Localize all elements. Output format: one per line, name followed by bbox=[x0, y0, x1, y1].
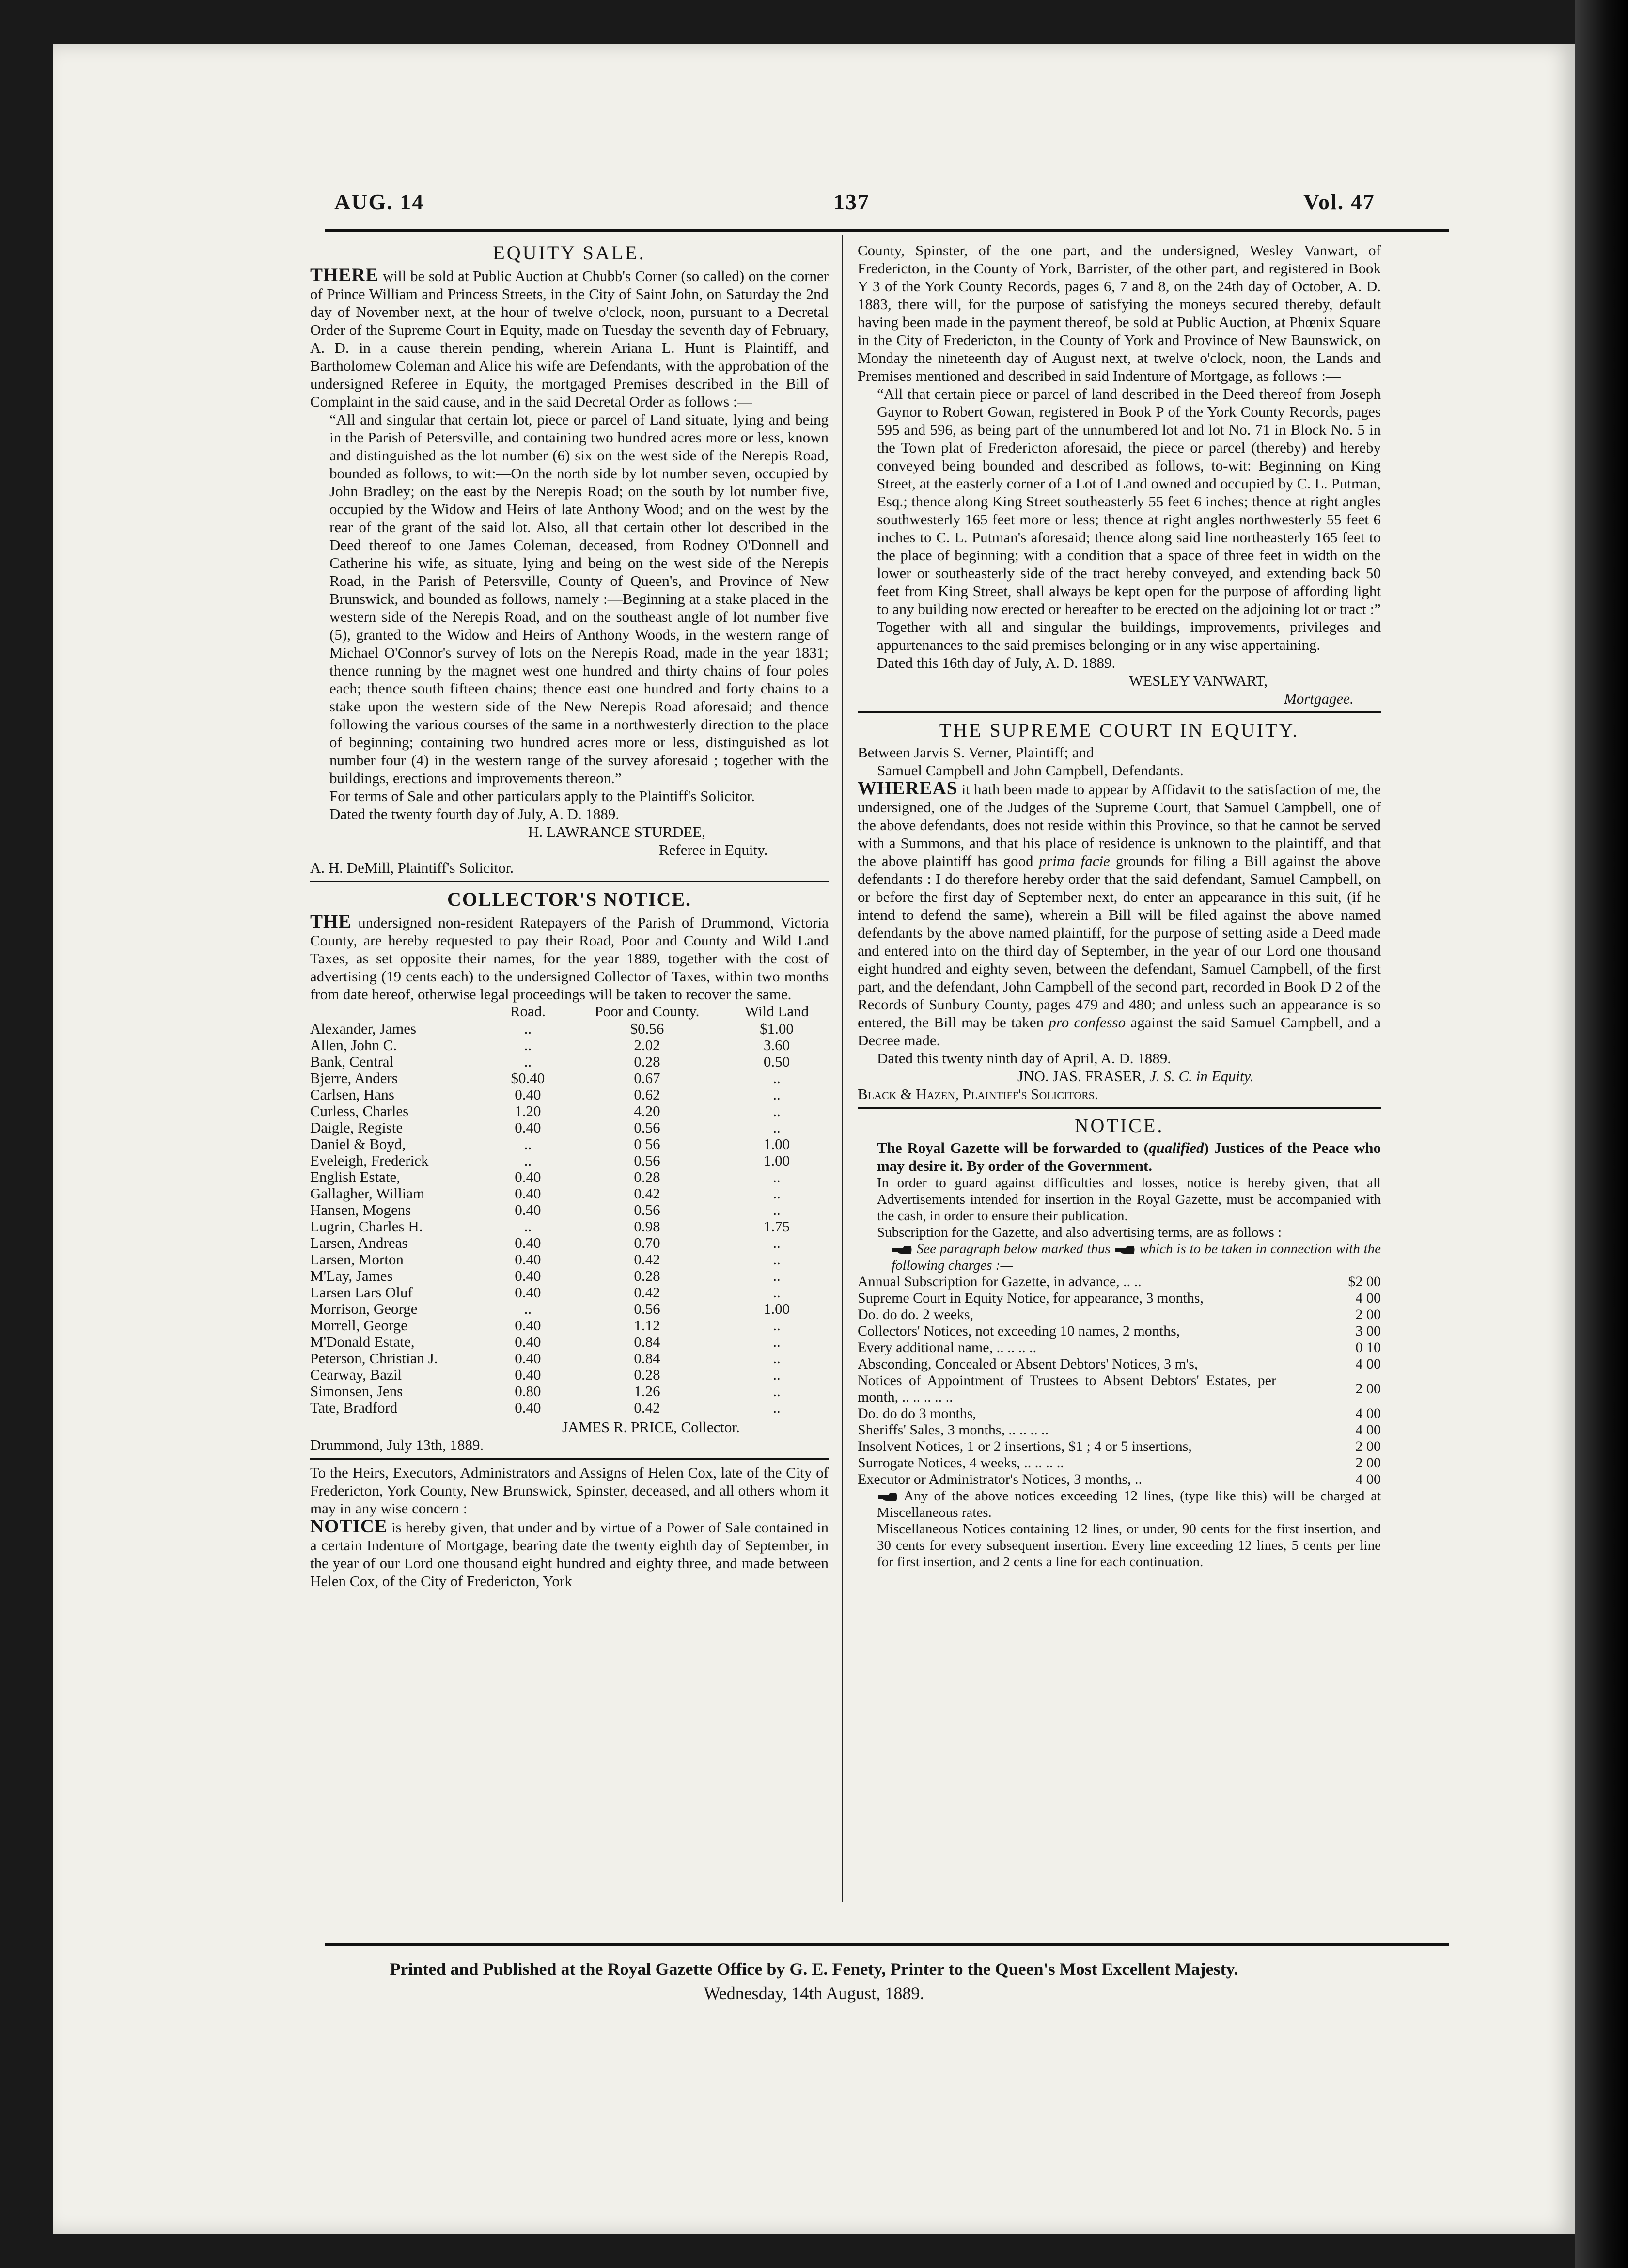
table-row bbox=[310, 1169, 829, 1185]
scan-edge bbox=[1575, 0, 1628, 2268]
mortgage-notice-lead-word: NOTICE bbox=[310, 1516, 388, 1537]
wild-land-tax: .. bbox=[773, 1251, 781, 1268]
mortgage-notice-description: “All that certain piece or parcel of land described in the Deed thereof from Joseph Gaynor to Robert Gowan, registered in Book P of the York County Records, pages 595 and 596, as being part of the unnumbered lot and lot No. 71 in Block No. 5 in the Town plat of Fredericton aforesaid, the piece or parcel (thereby) and hereby conveyed being bounded and described as follows, to-wit: Beginning on King Street, at the easterly corner of a Lot of Land owned and occupied by C. L. Putman, Esq.; thence along King Street southeasterly 55 feet 6 inches; thence at right angles southwesterly 165 feet more or less; thence at right angles northwesterly 55 feet 6 inches to C. L. Putman's aforesaid; thence along said line northeasterly 165 feet to the place of beginning; with a condition that a space of three feet in width on the lower or southeasterly side of the tract hereby conveyed, and extending back 50 feet from King Street, shall always be kept open for the purpose of affording light to any building now erected or hereafter to be erected on the adjoining lot or tract :” Together with all and singular the buildings, improvements, privileges and appurtenances to the said premises belonging or in any wise appertaining. bbox=[877, 385, 1381, 653]
wild-land-tax: .. bbox=[773, 1070, 781, 1087]
poor-county-tax: 0.56 bbox=[634, 1119, 660, 1136]
fee-row bbox=[858, 1438, 1381, 1455]
equity-sale-title: EQUITY SALE. bbox=[493, 242, 646, 264]
ratepayer-name: Curless, Charles bbox=[310, 1102, 409, 1119]
table-row bbox=[310, 1235, 829, 1251]
table-row bbox=[310, 1037, 829, 1054]
table-row bbox=[310, 1317, 829, 1334]
collectors-notice bbox=[310, 886, 829, 1454]
plaintiff-solicitor: A. H. DeMill, Plaintiff's Solicitor. bbox=[310, 859, 514, 876]
road-tax: 0.80 bbox=[515, 1383, 541, 1400]
gazette-notice-terms-intro: Subscription for the Gazette, and also advertising terms, are as follows : bbox=[877, 1225, 1282, 1240]
ratepayer-name: Daigle, Registe bbox=[310, 1119, 403, 1136]
ratepayer-name: Eveleigh, Frederick bbox=[310, 1152, 429, 1169]
table-row bbox=[310, 1400, 829, 1416]
supreme-court-body-part-2: grounds for filing a Bill against the above defendants : I do therefore hereby order that the said defendant, Samuel Campbell, on or before the first day of September next, do enter an appearance in this suit, (if he intend to defend the same), wherein a Bill will be filed against the above named defendants by the above named plaintiff, for the purpose of setting aside a Deed made and entered into on the third day of September, in the year of our Lord one thousand eight hundred and eighty seven, between the defendant, Samuel Campbell, of the first part, and the defendant, John Campbell of the second part, recorded in Book D 2 of the Records of Sunbury County, pages 479 and 480; and unless such an appearance is so entered, the Bill may be taken bbox=[858, 852, 1381, 1031]
section-divider bbox=[858, 711, 1381, 713]
ratepayer-name: Daniel & Boyd, bbox=[310, 1135, 406, 1152]
ratepayer-name: M'Lay, James bbox=[310, 1267, 393, 1284]
wild-land-tax: 1.00 bbox=[763, 1300, 790, 1317]
judge-signature bbox=[858, 1067, 1381, 1085]
volume-number: Vol. 47 bbox=[1303, 189, 1375, 214]
fee-row bbox=[858, 1323, 1381, 1339]
column-divider bbox=[842, 235, 843, 1902]
fee-label: Executor or Administrator's Notices, 3 months, .. bbox=[858, 1471, 1142, 1487]
section-divider bbox=[310, 881, 829, 882]
right-column bbox=[858, 241, 1381, 1570]
supreme-court-solicitors: Black & Hazen, Plaintiff's Solicitors. bbox=[858, 1086, 1098, 1102]
poor-county-tax: 0.98 bbox=[634, 1218, 660, 1235]
column-header-wild-land: Wild Land bbox=[744, 1003, 809, 1020]
fee-row bbox=[858, 1372, 1381, 1405]
poor-county-tax: 2.02 bbox=[634, 1037, 660, 1054]
fee-row bbox=[858, 1471, 1381, 1488]
table-row bbox=[310, 1367, 829, 1383]
poor-county-tax: 0.28 bbox=[634, 1053, 660, 1070]
road-tax: .. bbox=[524, 1152, 532, 1169]
wild-land-tax: .. bbox=[773, 1350, 781, 1367]
fee-amount: 4 00 bbox=[1355, 1471, 1381, 1487]
supreme-court-body-part-1: it hath been made to appear by Affidavit to the satisfaction of me, the undersigned, one of the Judges of the Supreme Court, that Samuel Campbell, one of the above defendants, does not reside within this Province, so that he cannot be served with a Summons, and that his place of residence is unknown to the plaintiff, and that the above plaintiff has good bbox=[858, 781, 1381, 869]
fee-label: Annual Subscription for Gazette, in advance, .. .. bbox=[858, 1274, 1142, 1290]
table-row bbox=[310, 1301, 829, 1317]
poor-county-tax: 0.84 bbox=[634, 1350, 660, 1367]
mortgagee-name: WESLEY VANWART, bbox=[1129, 672, 1268, 689]
ratepayer-name: Bjerre, Anders bbox=[310, 1070, 398, 1087]
pointing-hand-icon bbox=[877, 1491, 898, 1503]
gazette-notice-title: NOTICE. bbox=[1074, 1115, 1164, 1136]
road-tax: $0.40 bbox=[511, 1070, 545, 1087]
fee-label: Insolvent Notices, 1 or 2 insertions, $1 ; 4 or 5 insertions, bbox=[858, 1438, 1192, 1454]
poor-county-tax: 0.42 bbox=[634, 1284, 660, 1301]
table-row bbox=[310, 1251, 829, 1268]
supreme-court-lead-word: WHEREAS bbox=[858, 778, 958, 799]
equity-sale-terms: For terms of Sale and other particulars apply to the Plaintiff's Solicitor. bbox=[329, 788, 755, 804]
fee-amount: 3 00 bbox=[1355, 1323, 1381, 1339]
equity-sale-description: “All and singular that certain lot, piece or parcel of Land situate, lying and being in the Parish of Petersville, and containing two hundred acres more or less, known and distinguished as the lot number (6) six on the west side of the Nerepis Road, bounded as follows, to wit:—On the north side by lot number seven, occupied by John Bradley; on the east by the Nerepis Road; on the south by lot number five, occupied by the Widow and Heirs of late Anthony Wood; and on the west by the rear of the grant of the said lot. Also, all that certain other lot described in the Deed thereof to one James Coleman, deceased, from Rodney O'Donnell and Catherine his wife, as situate, lying and being on the west side of the Nerepis Road, in the Parish of Petersville, County of Queen's, and Province of New Brunswick, and bounded as follows, namely :—Beginning at a stake placed in the western side of the Nerepis Road, and on the southeast angle of lot number five (5), granted to the Widow and Heirs of Anthony Woods, in the western range of Michael O'Connor's survey of lots on the Nerepis Road, made in the year 1831; thence running by the magnet west one hundred and thirty chains of four poles each; thence south fifteen chains; thence east one hundred and forty chains to a stake upon the western side of the New Nerepis Road aforesaid; and thence following the various courses of the same in a northwesterly direction to the place of beginning; containing two hundred acres more or less, distinguished as lot number four (4) in the western range of the survey aforesaid ; together with the buildings, erections and improvements thereon.” bbox=[329, 411, 829, 787]
table-row bbox=[310, 1284, 829, 1301]
road-tax: 0.40 bbox=[515, 1119, 541, 1136]
mortgagee-title: Mortgagee. bbox=[1284, 690, 1354, 707]
excess-lines-text: Any of the above notices exceeding 12 lines, (type like this) will be charged at Miscellaneous rates. bbox=[877, 1488, 1381, 1520]
road-tax: 0.40 bbox=[515, 1086, 541, 1103]
pointing-hand-icon bbox=[1114, 1244, 1136, 1256]
fee-label: Surrogate Notices, 4 weeks, .. .. .. .. bbox=[858, 1455, 1064, 1471]
fees-table bbox=[858, 1274, 1381, 1488]
ratepayer-name: Tate, Bradford bbox=[310, 1399, 398, 1416]
table-row bbox=[310, 1087, 829, 1103]
poor-county-tax: 4.20 bbox=[634, 1102, 660, 1119]
tax-table bbox=[310, 1003, 829, 1416]
wild-land-tax: .. bbox=[773, 1366, 781, 1383]
wild-land-tax: .. bbox=[773, 1185, 781, 1202]
road-tax: 0.40 bbox=[515, 1185, 541, 1202]
gazette-notice-excess bbox=[858, 1488, 1381, 1521]
ratepayer-name: Bank, Central bbox=[310, 1053, 394, 1070]
road-tax: .. bbox=[524, 1300, 532, 1317]
supreme-court-notice bbox=[858, 717, 1381, 1103]
gazette-notice-justices bbox=[858, 1139, 1381, 1175]
fee-amount: 0 10 bbox=[1355, 1339, 1381, 1355]
fee-amount: 2 00 bbox=[1355, 1438, 1381, 1454]
pointing-hand-icon bbox=[892, 1244, 913, 1256]
justices-text-b: ) Justices of the Peace who may desire it. By order of the Government. bbox=[877, 1139, 1381, 1174]
fee-amount: $2 00 bbox=[1348, 1274, 1381, 1290]
table-row bbox=[310, 1350, 829, 1367]
poor-county-tax: 0.70 bbox=[634, 1234, 660, 1251]
fee-label: Absconding, Concealed or Absent Debtors' Notices, 3 m's, bbox=[858, 1356, 1198, 1372]
tax-table-header bbox=[310, 1003, 829, 1021]
road-tax: 0.40 bbox=[515, 1234, 541, 1251]
gazette-notice bbox=[858, 1113, 1381, 1570]
issue-date: AUG. 14 bbox=[334, 189, 424, 214]
road-tax: 1.20 bbox=[515, 1102, 541, 1119]
poor-county-tax: 0.56 bbox=[634, 1300, 660, 1317]
gazette-notice-misc: Miscellaneous Notices containing 12 lines, or under, 90 cents for the first insertion, and 30 cents for every subsequent insertion. Every line exceeding 12 lines, 5 cents per line for first insertion, and 2 cents a line for each continuation. bbox=[877, 1521, 1381, 1570]
table-row bbox=[310, 1152, 829, 1169]
fee-label: Notices of Appointment of Trustees to Absent Debtors' Estates, per month, .. .. .. .. .. bbox=[858, 1372, 1276, 1405]
wild-land-tax: 1.00 bbox=[763, 1152, 790, 1169]
collectors-notice-intro bbox=[310, 913, 829, 1003]
referee-name: H. LAWRANCE STURDEE, bbox=[528, 823, 706, 840]
fee-amount: 4 00 bbox=[1355, 1422, 1381, 1438]
publication-date: Wednesday, 14th August, 1889. bbox=[704, 1984, 924, 2003]
qualified-word: qualified bbox=[1148, 1139, 1204, 1156]
road-tax: 0.40 bbox=[515, 1399, 541, 1416]
wild-land-tax: .. bbox=[773, 1267, 781, 1284]
referee-title: Referee in Equity. bbox=[659, 841, 768, 858]
pro-confesso-phrase: pro confesso bbox=[1049, 1014, 1126, 1031]
fee-row bbox=[858, 1339, 1381, 1356]
gazette-page bbox=[53, 44, 1575, 2234]
fee-row bbox=[858, 1455, 1381, 1471]
wild-land-tax: .. bbox=[773, 1168, 781, 1185]
supreme-court-dated: Dated this twenty ninth day of April, A. D. 1889. bbox=[877, 1050, 1172, 1067]
road-tax: 0.40 bbox=[515, 1251, 541, 1268]
fee-label: Every additional name, .. .. .. .. bbox=[858, 1339, 1037, 1355]
mortgage-notice-body-continued: County, Spinster, of the one part, and the undersigned, Wesley Vanwart, of Fredericton, in the County of York, Barrister, of the other part, and registered in Book Y 3 of the York County Records, pages 6, 7 and 8, on the 24th day of October, A. D. 1883, there will, for the purpose of satisfying the moneys secured thereby, default having been made in the payment thereof, be sold at Public Auction, at Phœnix Square in the City of Fredericton, in the County of York and Province of New Baunswick, on Monday the nineteenth day of August next, at twelve o'clock, noon, the Lands and Premises mentioned and described in said Indenture of Mortgage, as follows :— bbox=[858, 242, 1381, 384]
footer-rule bbox=[325, 1943, 1449, 1946]
wild-land-tax: .. bbox=[773, 1102, 781, 1119]
wild-land-tax: .. bbox=[773, 1399, 781, 1416]
equity-sale-intro-text: will be sold at Public Auction at Chubb's Corner (so called) on the corner of Prince William and Princess Streets, in the City of Saint John, on Saturday the 2nd day of November next, at the hour of twelve o'clock, noon, pursuant to a Decretal Order of the Supreme Court in Equity, made on Tuesday the seventh day of February, A. D. in a cause therein pending, wherein Ariana L. Hunt is Plaintiff, and Bartholomew Coleman and Alice his wife are Defendants, with the approbation of the undersigned Referee in Equity, the mortgaged Premises described in the Bill of Complaint in the said cause, and in the said Decretal Order as follows :— bbox=[310, 268, 829, 410]
table-row bbox=[310, 1185, 829, 1202]
fee-row bbox=[858, 1307, 1381, 1323]
mortgage-notice-dated: Dated this 16th day of July, A. D. 1889. bbox=[877, 654, 1116, 671]
ratepayer-name: Morrison, George bbox=[310, 1300, 418, 1317]
road-tax: 0.40 bbox=[515, 1317, 541, 1334]
ratepayer-name: Morrell, George bbox=[310, 1317, 407, 1334]
fee-amount: 4 00 bbox=[1355, 1356, 1381, 1372]
gazette-notice-hand-note bbox=[858, 1241, 1381, 1274]
column-header-road: Road. bbox=[510, 1003, 546, 1020]
collectors-notice-dated: Drummond, July 13th, 1889. bbox=[310, 1436, 484, 1453]
wild-land-tax: .. bbox=[773, 1201, 781, 1218]
fee-label: Sheriffs' Sales, 3 months, .. .. .. .. bbox=[858, 1422, 1049, 1438]
gazette-notice-cash: In order to guard against difficulties and losses, notice is hereby given, that all Advertisements intended for insertion in the Royal Gazette, must be accompanied with the cash, in order to ensure their publication. bbox=[877, 1175, 1381, 1224]
wild-land-tax: .. bbox=[773, 1383, 781, 1400]
road-tax: 0.40 bbox=[515, 1284, 541, 1301]
page-number: 137 bbox=[833, 189, 870, 214]
ratepayer-name: Simonsen, Jens bbox=[310, 1383, 403, 1400]
table-row bbox=[310, 1268, 829, 1284]
table-row bbox=[310, 1383, 829, 1400]
poor-county-tax: 0.42 bbox=[634, 1251, 660, 1268]
equity-sale-dated: Dated the twenty fourth day of July, A. D. 1889. bbox=[329, 805, 620, 822]
wild-land-tax: .. bbox=[773, 1317, 781, 1334]
table-row bbox=[310, 1103, 829, 1119]
supreme-court-body bbox=[858, 779, 1381, 1049]
header-rule bbox=[325, 229, 1449, 232]
poor-county-tax: 0.42 bbox=[634, 1399, 660, 1416]
judge-name: JNO. JAS. FRASER, bbox=[1018, 1068, 1146, 1085]
collector-signature: JAMES R. PRICE, Collector. bbox=[562, 1418, 740, 1435]
fee-label: Supreme Court in Equity Notice, for appearance, 3 months, bbox=[858, 1290, 1204, 1306]
judge-title: J. S. C. in Equity. bbox=[1149, 1068, 1254, 1085]
ratepayer-name: Cearway, Bazil bbox=[310, 1366, 402, 1383]
road-tax: 0.40 bbox=[515, 1350, 541, 1367]
equity-sale-intro bbox=[310, 266, 829, 410]
ratepayer-name: Allen, John C. bbox=[310, 1037, 397, 1054]
wild-land-tax: .. bbox=[773, 1119, 781, 1136]
ratepayer-name: Larsen, Andreas bbox=[310, 1234, 408, 1251]
ratepayer-name: M'Donald Estate, bbox=[310, 1333, 415, 1350]
poor-county-tax: 0.28 bbox=[634, 1267, 660, 1284]
wild-land-tax: 1.75 bbox=[763, 1218, 790, 1235]
road-tax: .. bbox=[524, 1053, 532, 1070]
mortgage-notice-body-start bbox=[310, 1517, 829, 1590]
collectors-notice-intro-text: undersigned non-resident Ratepayers of the Parish of Drummond, Victoria County, are hereby requested to pay their Road, Poor and County and Wild Land Taxes, as set opposite their names, for the year 1889, together with the cost of advertising (19 cents each) to the undersigned Collector of Taxes, within two months from date hereof, otherwise legal proceedings will be taken to recover the same. bbox=[310, 914, 829, 1003]
supreme-court-body-part-3: against the said Samuel Campbell, and a Decree made. bbox=[858, 1014, 1381, 1049]
ratepayer-name: Gallagher, William bbox=[310, 1185, 425, 1202]
table-row bbox=[310, 1202, 829, 1218]
wild-land-tax: 1.00 bbox=[763, 1135, 790, 1152]
mortgage-notice-continued bbox=[858, 241, 1381, 708]
fee-label: Do. do do. 2 weeks, bbox=[858, 1307, 974, 1323]
fee-row bbox=[858, 1274, 1381, 1290]
table-row bbox=[310, 1136, 829, 1152]
ratepayer-name: English Estate, bbox=[310, 1168, 400, 1185]
ratepayer-name: Lugrin, Charles H. bbox=[310, 1218, 423, 1235]
road-tax: 0.40 bbox=[515, 1201, 541, 1218]
wild-land-tax: $1.00 bbox=[760, 1020, 794, 1037]
ratepayer-name: Alexander, James bbox=[310, 1020, 417, 1037]
road-tax: .. bbox=[524, 1020, 532, 1037]
fee-row bbox=[858, 1405, 1381, 1422]
poor-county-tax: 0.28 bbox=[634, 1168, 660, 1185]
prima-facie-phrase: prima facie bbox=[1039, 852, 1110, 869]
justices-text-a: The Royal Gazette will be forwarded to ( bbox=[877, 1139, 1149, 1156]
ratepayer-name: Larsen Lars Oluf bbox=[310, 1284, 413, 1301]
table-row bbox=[310, 1070, 829, 1087]
poor-county-tax: 0.42 bbox=[634, 1185, 660, 1202]
wild-land-tax: .. bbox=[773, 1284, 781, 1301]
fee-amount: 2 00 bbox=[1355, 1381, 1381, 1397]
poor-county-tax: 0.56 bbox=[634, 1201, 660, 1218]
collectors-notice-lead-word: THE bbox=[310, 911, 352, 932]
wild-land-tax: .. bbox=[773, 1333, 781, 1350]
table-row bbox=[310, 1119, 829, 1136]
fee-amount: 2 00 bbox=[1355, 1455, 1381, 1471]
hand-note-text-a: See paragraph below marked thus bbox=[916, 1241, 1111, 1257]
printer-imprint: Printed and Published at the Royal Gazette Office by G. E. Fenety, Printer to the Queen's Most Excellent Majesty. bbox=[390, 1959, 1238, 1979]
poor-county-tax: 0 56 bbox=[634, 1135, 660, 1152]
mortgage-notice-body-start-text: is hereby given, that under and by virtue of a Power of Sale contained in a certain Indenture of Mortgage, bearing date the twenty eighth day of September, in the year of our Lord one thousand eight hundred and eighty three, and made between Helen Cox, of the City of Fredericton, York bbox=[310, 1519, 829, 1590]
poor-county-tax: 1.12 bbox=[634, 1317, 660, 1334]
supreme-court-title: THE SUPREME COURT IN EQUITY. bbox=[939, 719, 1299, 741]
equity-sale-lead-word: THERE bbox=[310, 265, 379, 285]
fee-label: Collectors' Notices, not exceeding 10 names, 2 months, bbox=[858, 1323, 1180, 1339]
fee-amount: 4 00 bbox=[1355, 1405, 1381, 1421]
hand-note-text-b: which is to be taken in connection with the following charges :— bbox=[892, 1241, 1381, 1273]
supreme-court-parties-defendants: Samuel Campbell and John Campbell, Defendants. bbox=[877, 762, 1184, 779]
table-row bbox=[310, 1021, 829, 1037]
ratepayer-name: Carlsen, Hans bbox=[310, 1086, 394, 1103]
table-row bbox=[310, 1054, 829, 1070]
wild-land-tax: .. bbox=[773, 1234, 781, 1251]
fee-row bbox=[858, 1290, 1381, 1307]
poor-county-tax: 0.67 bbox=[634, 1070, 660, 1087]
column-header-poor-county: Poor and County. bbox=[595, 1003, 700, 1020]
fee-label: Do. do do 3 months, bbox=[858, 1405, 977, 1421]
table-row bbox=[310, 1218, 829, 1235]
left-column bbox=[310, 240, 829, 1590]
fee-row bbox=[858, 1422, 1381, 1438]
poor-county-tax: 0.84 bbox=[634, 1333, 660, 1350]
collectors-notice-title: COLLECTOR'S NOTICE. bbox=[447, 888, 692, 910]
ratepayer-name: Larsen, Morton bbox=[310, 1251, 404, 1268]
road-tax: 0.40 bbox=[515, 1168, 541, 1185]
section-divider bbox=[858, 1107, 1381, 1109]
table-row bbox=[310, 1334, 829, 1350]
wild-land-tax: 0.50 bbox=[763, 1053, 790, 1070]
fee-row bbox=[858, 1356, 1381, 1372]
ratepayer-name: Peterson, Christian J. bbox=[310, 1350, 438, 1367]
mortgage-notice-address: To the Heirs, Executors, Administrators and Assigns of Helen Cox, late of the City of Fredericton, York County, New Brunswick, Spinster, deceased, and all others whom it may in any wise concern : bbox=[310, 1464, 829, 1517]
fee-amount: 4 00 bbox=[1355, 1290, 1381, 1306]
poor-county-tax: 1.26 bbox=[634, 1383, 660, 1400]
road-tax: .. bbox=[524, 1135, 532, 1152]
poor-county-tax: 0.28 bbox=[634, 1366, 660, 1383]
poor-county-tax: 0.56 bbox=[634, 1152, 660, 1169]
road-tax: .. bbox=[524, 1037, 532, 1054]
poor-county-tax: 0.62 bbox=[634, 1086, 660, 1103]
road-tax: 0.40 bbox=[515, 1366, 541, 1383]
road-tax: 0.40 bbox=[515, 1333, 541, 1350]
road-tax: 0.40 bbox=[515, 1267, 541, 1284]
fee-amount: 2 00 bbox=[1355, 1307, 1381, 1323]
mortgage-notice-start bbox=[310, 1464, 829, 1590]
wild-land-tax: 3.60 bbox=[763, 1037, 790, 1054]
road-tax: .. bbox=[524, 1218, 532, 1235]
supreme-court-parties-plaintiff: Between Jarvis S. Verner, Plaintiff; and bbox=[858, 744, 1094, 761]
equity-sale-notice bbox=[310, 240, 829, 877]
ratepayer-name: Hansen, Mogens bbox=[310, 1201, 411, 1218]
poor-county-tax: $0.56 bbox=[630, 1020, 664, 1037]
wild-land-tax: .. bbox=[773, 1086, 781, 1103]
section-divider bbox=[310, 1458, 829, 1460]
